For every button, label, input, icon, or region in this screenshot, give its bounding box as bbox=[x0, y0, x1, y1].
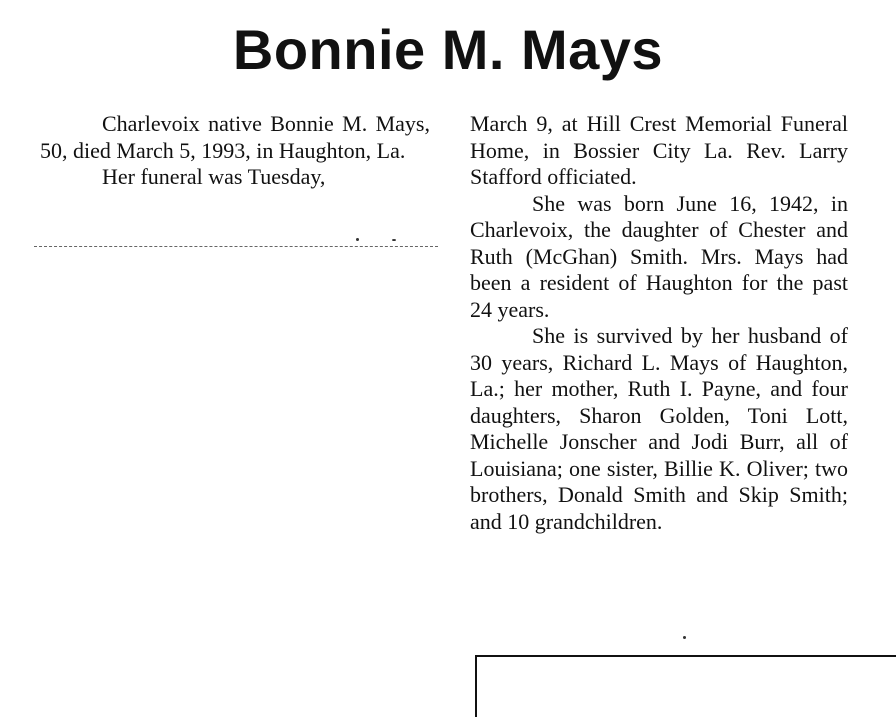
obituary-headline: Bonnie M. Mays bbox=[232, 18, 664, 81]
paragraph-birth: She was born June 16, 1942, in Charlevoix, the daughter of Chester and Ruth (McGhan) Smith. Mrs. Mays had been a resident of Haughton for the past 24 years. bbox=[470, 190, 848, 322]
adjacent-clipping-border bbox=[475, 655, 896, 717]
paragraph-death-notice: Charlevoix native Bonnie M. Mays, 50, died March 5, 1993, in Haughton, La. bbox=[40, 111, 430, 163]
print-speck bbox=[356, 238, 359, 241]
left-column bbox=[40, 111, 430, 191]
column-divider-rule bbox=[34, 246, 438, 247]
paragraph-funeral-continued: March 9, at Hill Crest Memorial Funeral Home, in Bossier City La. Rev. Larry Stafford officiated. bbox=[470, 111, 848, 189]
right-column bbox=[470, 111, 848, 535]
paragraph-funeral-start: Her funeral was Tuesday, bbox=[102, 164, 326, 189]
print-speck bbox=[683, 636, 686, 639]
print-speck bbox=[392, 239, 396, 241]
paragraph-survivors: She is survived by her husband of 30 years, Richard L. Mays of Haughton, La.; her mother, Ruth I. Payne, and four daughters, Sharon Golden, Toni Lott, Michelle Jonscher and Jodi Burr, all of Louisiana; one sister, Billie K. Oliver; two brothers, Donald Smith and Skip Smith; and 10 grandchildren. bbox=[470, 323, 848, 534]
